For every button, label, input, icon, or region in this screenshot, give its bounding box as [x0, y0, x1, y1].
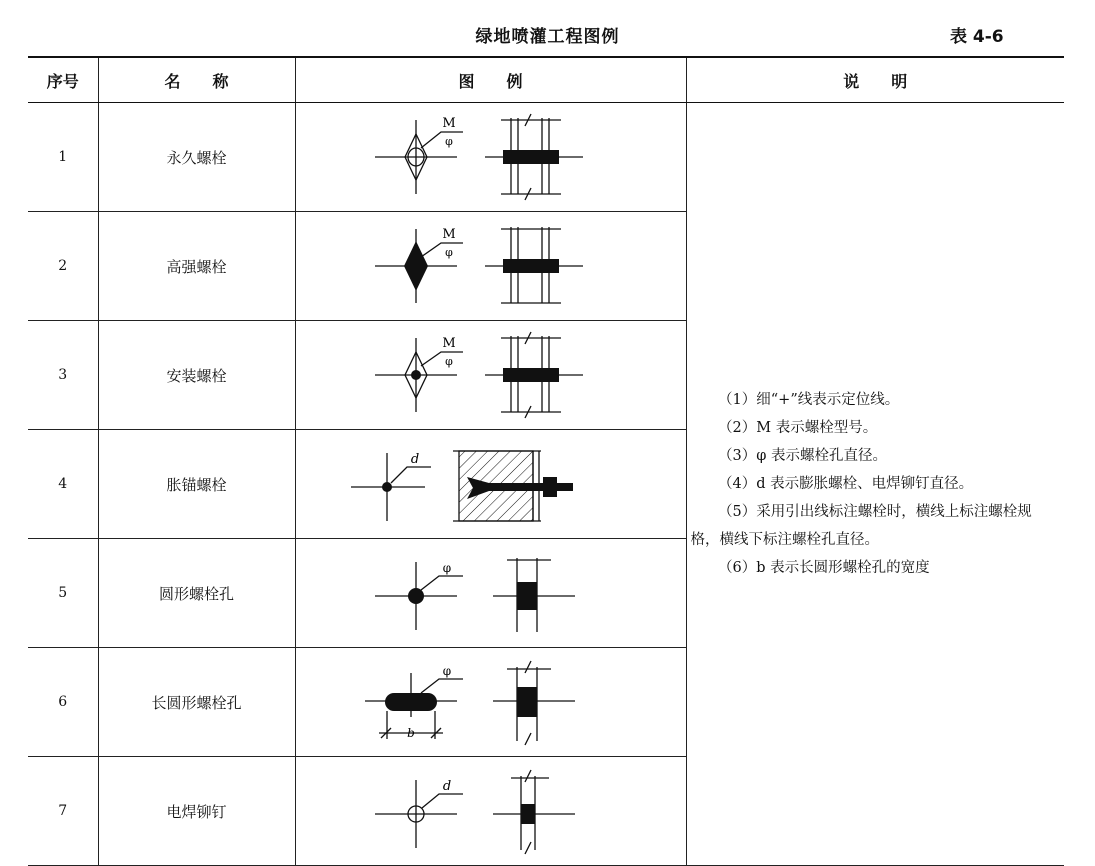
row-name: 安装螺栓: [98, 321, 295, 430]
label-d: d: [442, 779, 451, 794]
label-phi: φ: [442, 664, 451, 678]
welded-rivet-symbol: [361, 766, 621, 856]
row-figure: [295, 430, 686, 539]
row-figure: [295, 648, 686, 757]
row-no: 1: [28, 103, 98, 212]
row-name: 长圆形螺栓孔: [98, 648, 295, 757]
header-figure: 图 例: [295, 57, 686, 103]
round-bolt-hole-symbol: [361, 548, 621, 638]
note-item: （6）b 表示长圆形螺栓孔的宽度: [718, 560, 930, 576]
header-row: [28, 57, 1064, 103]
header-no: 序号: [28, 57, 98, 103]
header-desc: 说 明: [686, 57, 1064, 103]
row-no: 7: [28, 757, 98, 866]
legend-table: [28, 56, 1064, 866]
row-name: 永久螺栓: [98, 103, 295, 212]
label-phi: φ: [442, 561, 451, 575]
row-name: 圆形螺栓孔: [98, 539, 295, 648]
row-no: 5: [28, 539, 98, 648]
erection-bolt-symbol: [361, 330, 621, 420]
permanent-bolt-symbol: [361, 112, 621, 202]
label-m: M: [441, 336, 456, 351]
row-name: 电焊铆钉: [98, 757, 295, 866]
high-strength-bolt-symbol: [361, 221, 621, 311]
row-figure: [295, 212, 686, 321]
note-item: （3）φ 表示螺栓孔直径。: [718, 448, 888, 464]
note-item: （2）M 表示螺栓型号。: [718, 420, 878, 436]
label-phi: φ: [444, 135, 453, 148]
expansion-anchor-bolt-symbol: [341, 439, 641, 529]
row-name: 高强螺栓: [98, 212, 295, 321]
label-m: M: [441, 116, 456, 131]
notes-cell: [686, 103, 1064, 866]
note-item: （1）细“+”线表示定位线。: [718, 392, 900, 408]
row-no: 6: [28, 648, 98, 757]
row-no: 4: [28, 430, 98, 539]
label-b: b: [406, 726, 415, 740]
row-name: 胀锚螺栓: [98, 430, 295, 539]
row-no: 2: [28, 212, 98, 321]
slotted-bolt-hole-symbol: [361, 657, 621, 747]
label-phi: φ: [444, 355, 453, 368]
label-d: d: [410, 452, 419, 467]
row-figure: [295, 103, 686, 212]
label-phi: φ: [444, 246, 453, 259]
table-title: 绿地喷灌工程图例: [475, 27, 620, 47]
row-figure: [295, 757, 686, 866]
note-item: （5）采用引出线标注螺栓时，横线上标注螺栓规格，横线下标注螺栓孔直径。: [690, 504, 1032, 548]
row-figure: [295, 539, 686, 648]
header-name: 名 称: [98, 57, 295, 103]
note-item: （4）d 表示膨胀螺栓、电焊铆钉直径。: [718, 476, 974, 492]
row-no: 3: [28, 321, 98, 430]
row-figure: [295, 321, 686, 430]
table-row: [28, 103, 1064, 212]
label-m: M: [441, 227, 456, 242]
table-number: 表 4-6: [950, 27, 1004, 47]
